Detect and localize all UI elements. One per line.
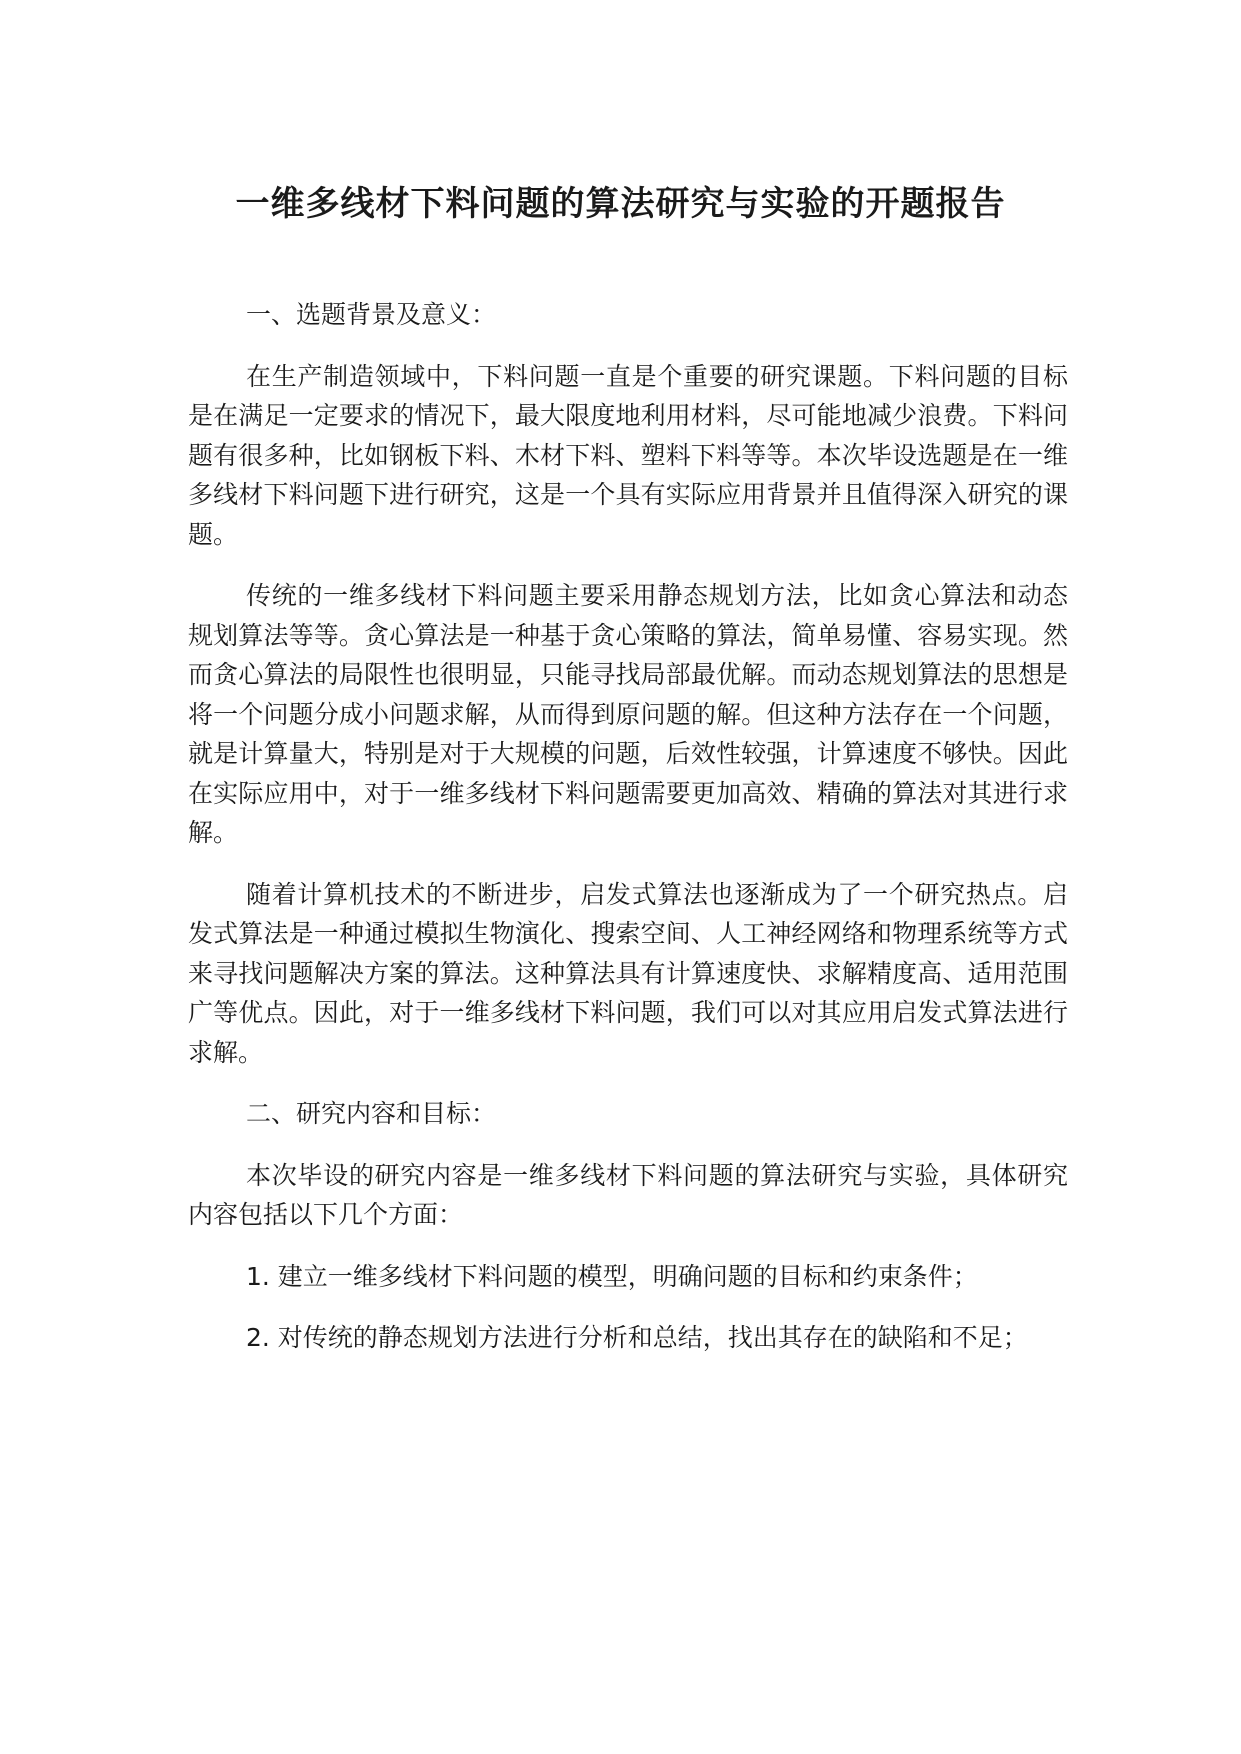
paragraph-background-2: 传统的一维多线材下料问题主要采用静态规划方法，比如贪心算法和动态规划算法等等。贪心算法是一种基于贪心策略的算法，简单易懂、容易实现。然而贪心算法的局限性也很明显，只能寻找局部最优解。而动态规划算法的思想是将一个问题分成小问题求解，从而得到原问题的解。但这种方法存在一个问题，就是计算量大，特别是对于大规模的问题，后效性较强，计算速度不够快。因此在实际应用中，对于一维多线材下料问题需要更加高效、精确的算法对其进行求解。 [188, 581, 1068, 847]
document-body [188, 295, 1068, 1380]
list-item-content-1: 1. 建立一维多线材下料问题的模型，明确问题的目标和约束条件； [246, 1261, 978, 1291]
section-heading-background: 一、选题背景及意义： [246, 300, 497, 329]
paragraph-background-1: 在生产制造领域中，下料问题一直是个重要的研究课题。下料问题的目标是在满足一定要求的情况下，最大限度地利用材料，尽可能地减少浪费。下料问题有很多种，比如钢板下料、木材下料、塑料下料等等。本次毕设选题是在一维多线材下料问题下进行研究，这是一个具有实际应用背景并且值得深入研究的课题。 [188, 361, 1068, 549]
document-title: 一维多线材下料问题的算法研究与实验的开题报告 [235, 184, 1006, 224]
section-heading-content: 二、研究内容和目标： [246, 1099, 497, 1128]
list-item-content-2: 2. 对传统的静态规划方法进行分析和总结，找出其存在的缺陷和不足； [246, 1323, 1028, 1352]
paragraph-background-3: 随着计算机技术的不断进步，启发式算法也逐渐成为了一个研究热点。启发式算法是一种通过模拟生物演化、搜索空间、人工神经网络和物理系统等方式来寻找问题解决方案的算法。这种算法具有计算速度快、求解精度高、适用范围广等优点。因此，对于一维多线材下料问题，我们可以对其应用启发式算法进行求解。 [188, 879, 1068, 1067]
paragraph-content-intro: 本次毕设的研究内容是一维多线材下料问题的算法研究与实验，具体研究内容包括以下几个方面： [188, 1160, 1068, 1229]
